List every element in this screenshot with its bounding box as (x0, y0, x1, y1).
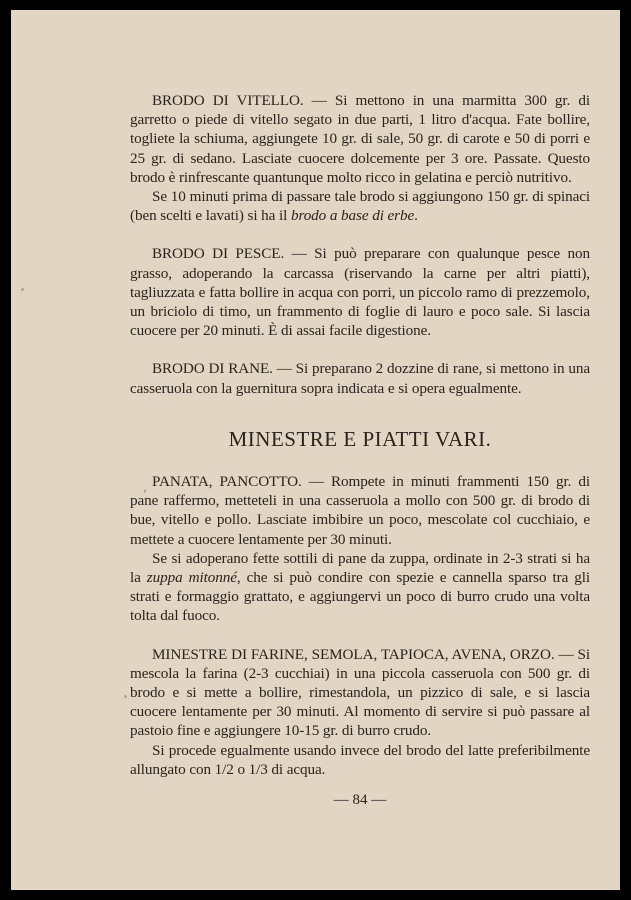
paper-spot (21, 288, 24, 291)
page-number: — 84 — (333, 792, 387, 808)
heading-panata-pancotto: PANATA, PANCOTTO. (152, 473, 302, 491)
heading-minestre-di-farine: MINESTRE DI FARINE, SEMOLA, TAPIOCA, AVENA, ORZO. (152, 645, 555, 663)
paragraph-latte-variant: Si procede egualmente usando invece del brodo del latte preferibilmente allungato con 1/2 o 1/3 di acqua. (130, 741, 590, 778)
paragraph-minestre-di-farine: MINESTRE DI FARINE, SEMOLA, TAPIOCA, AVENA, ORZO. — Si mescola la farina (2-3 cucchiai) in una piccola casseruola con 500 gr. di brodo e si mette a bollire, rimestandola, un pizzico di sale, e si lascia cuocere lentamente per 30 minuti. Al momento di servire si può passare al pastoio fine e aggiungere 10-15 gr. di burro crudo. (130, 645, 590, 740)
heading-brodo-di-rane: BRODO DI RANE. (152, 360, 273, 378)
paragraph-brodo-di-rane: BRODO DI RANE. — Si preparano 2 dozzine di rane, si mettono in una casseruola con la guernitura sopra indicata e si opera egualmente. (130, 360, 590, 397)
paragraph-panata-pancotto: PANATA, PANCOTTO. — Rompete in minuti frammenti 150 gr. di pane raffermo, metteteli in una casseruola a mollo con 500 gr. di brodo di bue, vitello e pollo. Lasciate imbibire un poco, mescolate col cucchiaio, e mettete a cuocere lentamente per 30 minuti. (130, 473, 591, 548)
paragraph-brodo-a-base-di-erbe: Se 10 minuti prima di passare tale brodo si aggiungono 150 gr. di spinaci (ben scelti e lavati) si ha il brodo a base di erbe. (130, 188, 590, 225)
paragraph-brodo-di-vitello: BRODO DI VITELLO. — Si mettono in una marmitta 300 gr. di garretto o piede di vitello segato in due parti, 1 litro d'acqua. Fate bollire, togliete la schiuma, aggiungete 10 gr. di sale, 50 gr. di carote e 50 di porri e 25 gr. di sedano. Lasciate cuocere dolcemente per 3 ore. Passate. Questo brodo è rinfrescante quantunque molto ricco in gelatina e perciò nutritivo. (130, 92, 590, 186)
page-text (130, 91, 590, 779)
paragraph-brodo-di-pesce: BRODO DI PESCE. — Si può preparare con qualunque pesce non grasso, adoperando la carcassa (riservando la carne per altri piatti), tagliuzzata e fatta bollire in acqua con porri, un piccolo ramo di prezzemolo, un briciolo di timo, un frammento di foglie di lauro e poco sale. Si lascia cuocere per 20 minuti. È di assai facile digestione. (130, 245, 590, 340)
heading-brodo-di-pesce: BRODO DI PESCE. (152, 245, 285, 263)
book-page (11, 10, 620, 890)
section-title: MINESTRE E PIATTI VARI. (228, 426, 492, 451)
heading-brodo-di-vitello: BRODO DI VITELLO. (152, 92, 304, 109)
paragraph-zuppa-mitonne: Se si adoperano fette sottili di pane da zuppa, ordinate in 2-3 strati si ha la zuppa mitonné, che si può condire con spezie e cannella sparso tra gli strati e formaggio grattato, e aggiungervi un poco di burro crudo una volta tolta dal fuoco. (130, 549, 590, 625)
paper-spot (124, 695, 127, 698)
